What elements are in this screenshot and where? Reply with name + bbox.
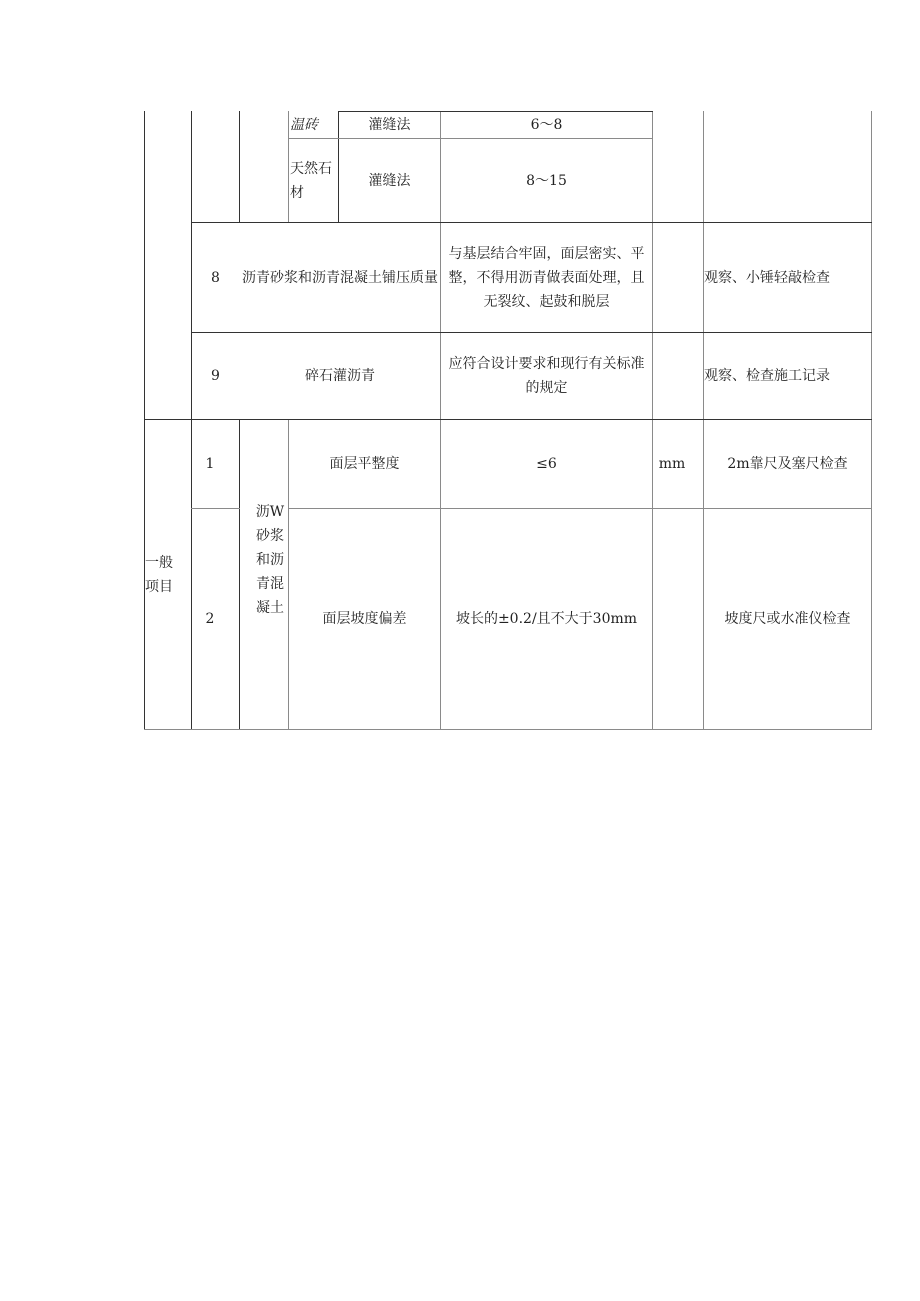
row-number: 2 xyxy=(205,611,215,627)
row-number-cell xyxy=(192,420,228,508)
check-method: 坡度尺或水准仪检查 xyxy=(724,611,851,627)
requirement-cell xyxy=(443,223,650,332)
check-method-cell xyxy=(704,223,871,332)
unit-cell xyxy=(653,509,703,729)
requirement-text: ≤6 xyxy=(536,456,557,472)
material-group-cell xyxy=(252,500,288,640)
unit-cell xyxy=(653,333,703,419)
row-number-cell xyxy=(192,333,239,419)
material-label: 温砖 xyxy=(290,117,318,133)
requirement-text: 应符合设计要求和现行有关标准的规定 xyxy=(448,356,645,396)
requirement-text: 坡长的±0.2/且不大于30mm xyxy=(455,611,638,627)
table-border-bottom xyxy=(144,729,872,730)
item-cell xyxy=(242,333,438,419)
col-line-item-lower xyxy=(239,419,240,730)
check-method: 观察、小锤轻敲检查 xyxy=(704,269,830,286)
item-cell xyxy=(289,509,440,729)
item-label: 碎石灌沥青 xyxy=(305,368,375,384)
material-group-label: 沥W砂浆和沥青混凝土 xyxy=(255,504,285,616)
unit-cell xyxy=(653,420,691,508)
col-line-item xyxy=(239,111,240,222)
col-line-material xyxy=(288,111,289,222)
requirement-cell xyxy=(441,509,652,729)
row-number: 9 xyxy=(211,368,220,384)
row-number: 1 xyxy=(205,456,215,472)
method-label: 灌缝法 xyxy=(368,172,411,189)
item-label: 面层平整度 xyxy=(329,456,400,472)
section-label: 一般项目 xyxy=(145,554,173,595)
item-cell xyxy=(289,420,440,508)
unit-cell xyxy=(653,223,703,332)
material-label: 天然石材 xyxy=(290,160,332,201)
row-number-cell xyxy=(192,223,239,332)
check-method-cell xyxy=(704,509,871,729)
method-cell xyxy=(339,139,440,222)
row-number: 8 xyxy=(211,269,220,286)
requirement-cell xyxy=(441,420,652,508)
method-label: 灌缝法 xyxy=(368,117,411,133)
item-cell xyxy=(242,223,438,332)
row-number-cell xyxy=(192,509,228,729)
table-border-right xyxy=(871,111,872,730)
item-label: 沥青砂浆和沥青混凝土铺压质量 xyxy=(242,269,438,286)
check-method-cell xyxy=(704,333,871,419)
value-cell xyxy=(441,139,652,222)
value-cell xyxy=(441,112,652,138)
item-label: 面层坡度偏差 xyxy=(322,611,407,627)
value-label: 6～8 xyxy=(530,117,563,133)
unit-label: mm xyxy=(658,456,686,472)
check-method-cell xyxy=(704,420,871,508)
check-method: 观察、检查施工记录 xyxy=(704,368,830,384)
method-cell xyxy=(339,112,440,138)
material-cell xyxy=(290,112,338,138)
check-method: 2m靠尺及塞尺检查 xyxy=(727,456,848,472)
requirement-text: 与基层结合牢固，面层密实、平整，不得用沥青做表面处理，且无裂纹、起鼓和脱层 xyxy=(448,245,645,310)
requirement-cell xyxy=(443,333,650,419)
material-cell xyxy=(290,139,338,222)
section-label-cell xyxy=(145,420,177,729)
value-label: 8～15 xyxy=(526,172,567,189)
